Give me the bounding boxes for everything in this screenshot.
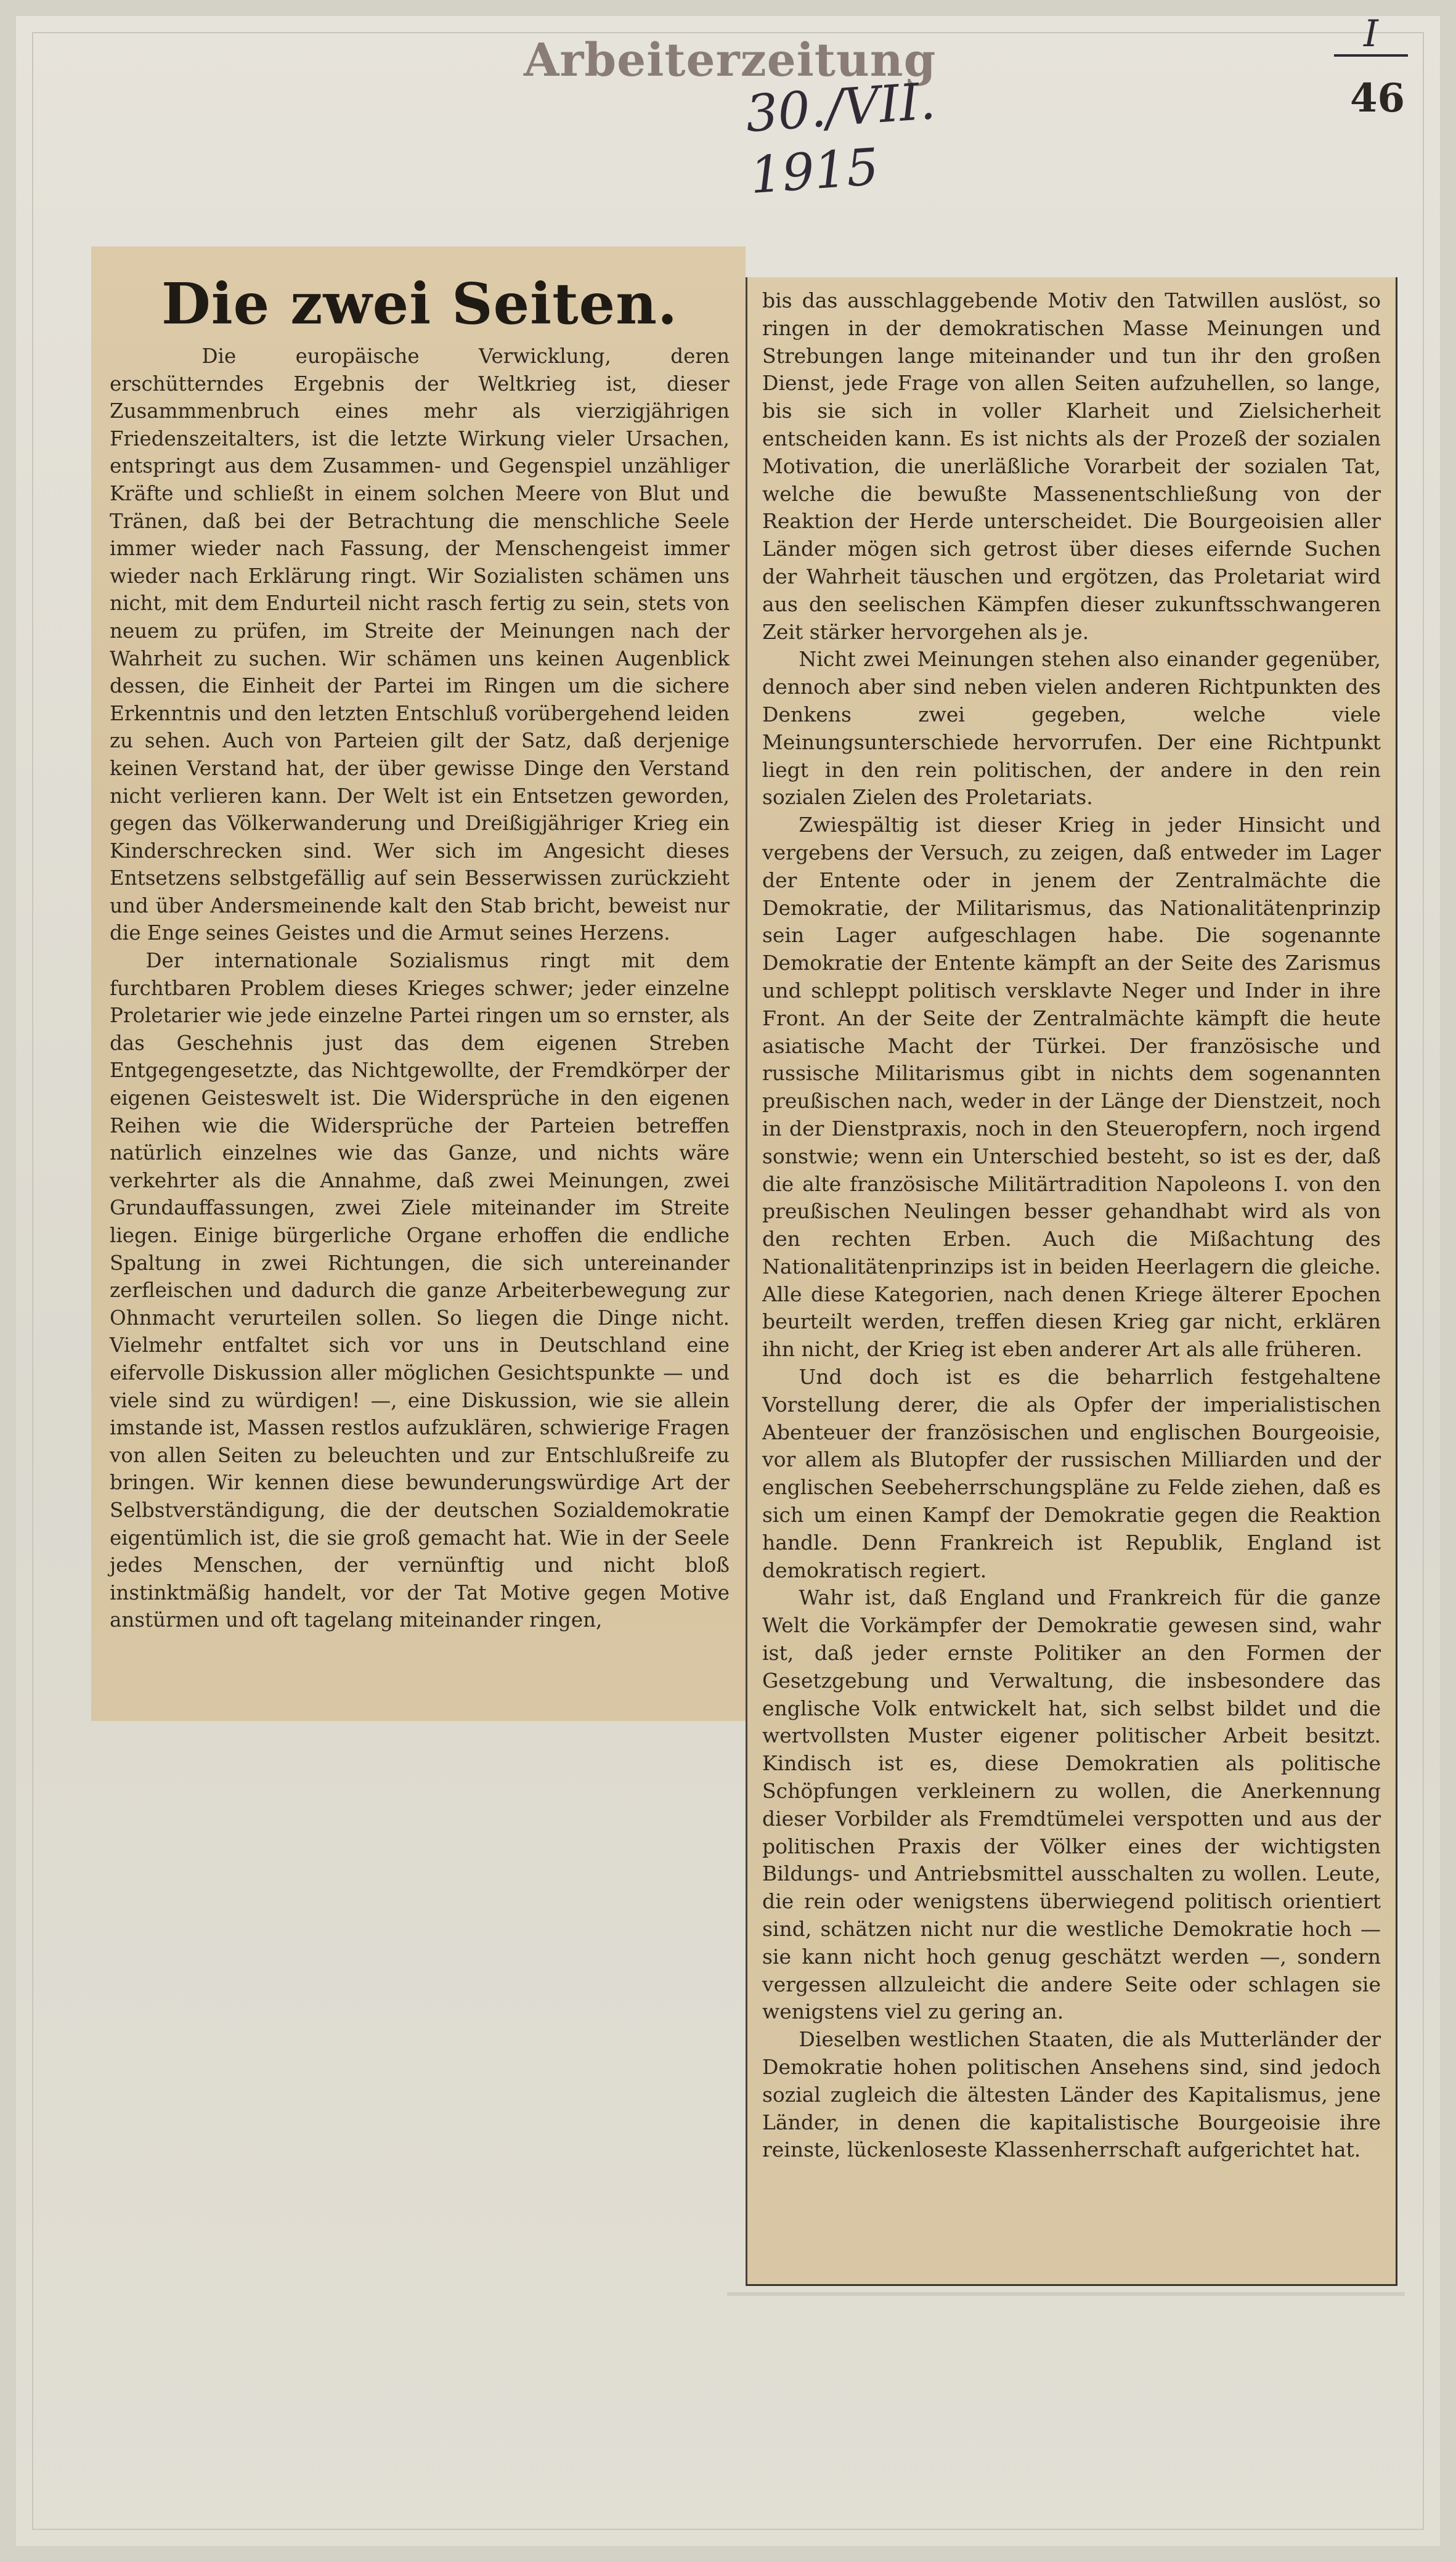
paragraph: Der internationale Sozialismus ringt mit dem furchtbaren Problem dieses Krieges schwer; jeder einzelne Proletarier wie jede einzelne Partei ringen um so ernster, als das Geschehnis just das dem eigenen Streben Entgegengesetzte, das Nichtgewollte, der Fremdkörper der eigenen Geisteswelt ist. Die Widersprüche in den eigenen Reihen wie die Widersprüche der Parteien betreffen natürlich einzelnes wie das Ganze, und nichts wäre verkehrter als die Annahme, daß zwei Meinungen, zwei Grundauffassungen, zwei Ziele miteinander im Streite liegen. Einige bürgerliche Organe erhoffen die endliche Spaltung in zwei Richtungen, die sich untereinander zerfleischen und dadurch die ganze Arbeiterbewegung zur Ohnmacht verurteilen sollen. So liegen die Dinge nicht. Vielmehr entfaltet sich vor uns in Deutschland eine eifervolle Diskussion aller möglichen Gesichtspunkte — und viele sind zu würdigen! —, eine Diskussion, wie sie allein imstande ist, Massen restlos aufzuklären, schwierige Fragen von allen Seiten zu beleuchten und zur Entschlußreife zu bringen. Wir kennen diese bewunderungswürdige Art der Selbstverständigung, die der deutschen Sozialdemokratie eigentümlich ist, die sie groß gemacht hat. Wie in der Seele jedes Menschen, der vernünftig und nicht bloß instinktmäßig handelt, vor der Tat Motive gegen Motive anstürmen und oft tagelang miteinander ringen, bbox=[110, 949, 730, 1632]
paragraph: Nicht zwei Meinungen stehen also einander gegenüber, dennoch aber sind neben vielen anderen Richtpunkten des Denkens zwei gegeben, welche viele Meinungsunterschiede hervorrufen. Der eine Richtpunkt liegt in den rein politischen, der andere in den rein sozialen Zielen des Proletariats. bbox=[762, 647, 1381, 810]
paragraph: Zwiespältig ist dieser Krieg in jeder Hinsicht und vergebens der Versuch, zu zeigen, daß entweder im Lager der Entente oder in jenem der Zentralmächte die Demokratie, der Militarismus, das Nationalitätenprinzip sein Lager aufgeschlagen habe. Die sogenannte Demokratie der Entente kämpft an der Seite des Zarismus und schleppt politisch versklavte Neger und Inder in ihre Front. An der Seite der Zentralmächte kämpft die heute asiatische Macht der Türkei. Der französische und russische Militarismus gibt in nichts dem sogenannten preußischen nach, weder in der Länge der Dienstzeit, noch in der Dienstpraxis, noch in den Steueropfern, noch irgend sonstwie; wenn ein Unterschied besteht, so ist es der, daß die alte französische Militärtradition Napoleons I. von den preußischen Neulingen besser gehandhabt wird als von den rechten Erben. Auch die Mißachtung des Nationalitätenprinzips ist in beiden Heerlagern die gleiche. Alle diese Kategorien, nach denen Kriege älterer Epochen beurteilt werden, treffen diesen Krieg gar nicht, erklären ihn nicht, der Krieg ist eben anderer Art als alle früheren. bbox=[762, 813, 1381, 1362]
handwritten-date: 30./VII. 1915 bbox=[744, 72, 938, 206]
right-column-text bbox=[762, 287, 1381, 2164]
clipping-fold-edge bbox=[727, 2292, 1405, 2296]
page-number: 46 bbox=[1349, 75, 1405, 121]
clipping-left-column bbox=[91, 246, 746, 1721]
paragraph: bis das ausschlaggebende Motiv den Tatwillen auslöst, so ringen in der demokratischen Masse Meinungen und Strebungen lange miteinander und tun ihr den großen Dienst, jede Frage von allen Seiten aufzuhellen, so lange, bis sie sich in voller Klarheit und Zielsicherheit entscheiden kann. Es ist nichts als der Prozeß der sozialen Motivation, die unerläßliche Vorarbeit der sozialen Tat, welche die bewußte Massenentschließung von der Reaktion der Herde unterscheidet. Die Bourgeoisien aller Länder mögen sich getrost über dieses eifernde Suchen der Wahrheit täuschen und ergötzen, das Proletariat wird aus den seelischen Kämpfen dieser zukunftsschwangeren Zeit stärker hervorgehen als je. bbox=[762, 288, 1381, 644]
folio-mark: I bbox=[1364, 12, 1378, 55]
article-headline: Die zwei Seiten. bbox=[161, 270, 678, 337]
folio-underline bbox=[1334, 54, 1408, 57]
paragraph: Wahr ist, daß England und Frankreich für die ganze Welt die Vorkämpfer der Demokratie gewesen sind, wahr ist, daß jeder ernste Politiker an den Formen der Gesetzgebung und Verwaltung, die insbesondere das englische Volk entwickelt hat, sich selbst bildet und die wertvollsten Muster eigener politischer Arbeit besitzt. Kindisch ist es, diese Demokratien als politische Schöpfungen verkleinern zu wollen, die Anerkennung dieser Vorbilder als Fremdtümelei verspotten und aus der politischen Praxis der Völker eines der wichtigsten Bildungs- und Antriebsmittel ausschalten zu wollen. Leute, die rein oder wenigstens überwiegend politisch orientiert sind, schätzen nicht nur die westliche Demokratie hoch — sie kann nicht hoch genug geschätzt werden —, sondern vergessen allzuleicht die andere Seite oder schlagen sie wenigstens viel zu gering an. bbox=[762, 1585, 1381, 2024]
clipping-right-column bbox=[746, 277, 1397, 2286]
left-column-text bbox=[110, 343, 730, 1634]
paragraph: Die europäische Verwicklung, deren erschütterndes Ergebnis der Weltkrieg ist, dieser Zusammmenbruch eines mehr als vierzigjährigen Friedenszeitalters, ist die letzte Wirkung vieler Ursachen, entspringt aus dem Zusammen- und Gegenspiel unzähliger Kräfte und schließt in einem solchen Meere von Blut und Tränen, daß bei der Betrachtung die menschliche Seele immer wieder nach Fassung, der Menschengeist immer wieder nach Erklärung ringt. Wir Sozialisten schämen uns nicht, mit dem Endurteil nicht rasch fertig zu sein, stets von neuem zu prüfen, im Streite der Meinungen nach der Wahrheit zu suchen. Wir schämen uns keinen Augenblick dessen, die Einheit der Partei im Ringen um die sichere Erkenntnis und den letzten Entschluß vorübergehend leiden zu sehen. Auch von Parteien gilt der Satz, daß derjenige keinen Verstand hat, der über gewisse Dinge den Verstand nicht verlieren kann. Der Welt ist ein Entsetzen geworden, gegen das Völkerwanderung und Dreißigjähriger Krieg ein Kinderschrecken sind. Wer sich im Angesicht dieses Entsetzens selbstgefällig auf sein Besserwissen zurückzieht und über Andersmeinende kalt den Stab bricht, beweist nur die Enge seines Geistes und die Armut seines Herzens. bbox=[110, 344, 730, 945]
newspaper-masthead: Arbeiterzeitung bbox=[524, 34, 937, 87]
paragraph: Dieselben westlichen Staaten, die als Mutterländer der Demokratie hohen politischen Ansehens sind, sind jedoch sozial zugleich die ältesten Länder des Kapitalismus, jene Länder, in denen die kapitalistische Bourgeoisie ihre reinste, lückenloseste Klassenherrschaft aufgerichtet hat. bbox=[762, 2027, 1381, 2162]
paragraph: Und doch ist es die beharrlich festgehaltene Vorstellung derer, die als Opfer der imperialistischen Abenteuer der französischen und englischen Bourgeoisie, vor allem als Blutopfer der russischen Milliarden und der englischen Seebeherrschungspläne zu Felde ziehen, daß es sich um einen Kampf der Demokratie gegen die Reaktion handle. Denn Frankreich ist Republik, England ist demokratisch regiert. bbox=[762, 1365, 1381, 1582]
